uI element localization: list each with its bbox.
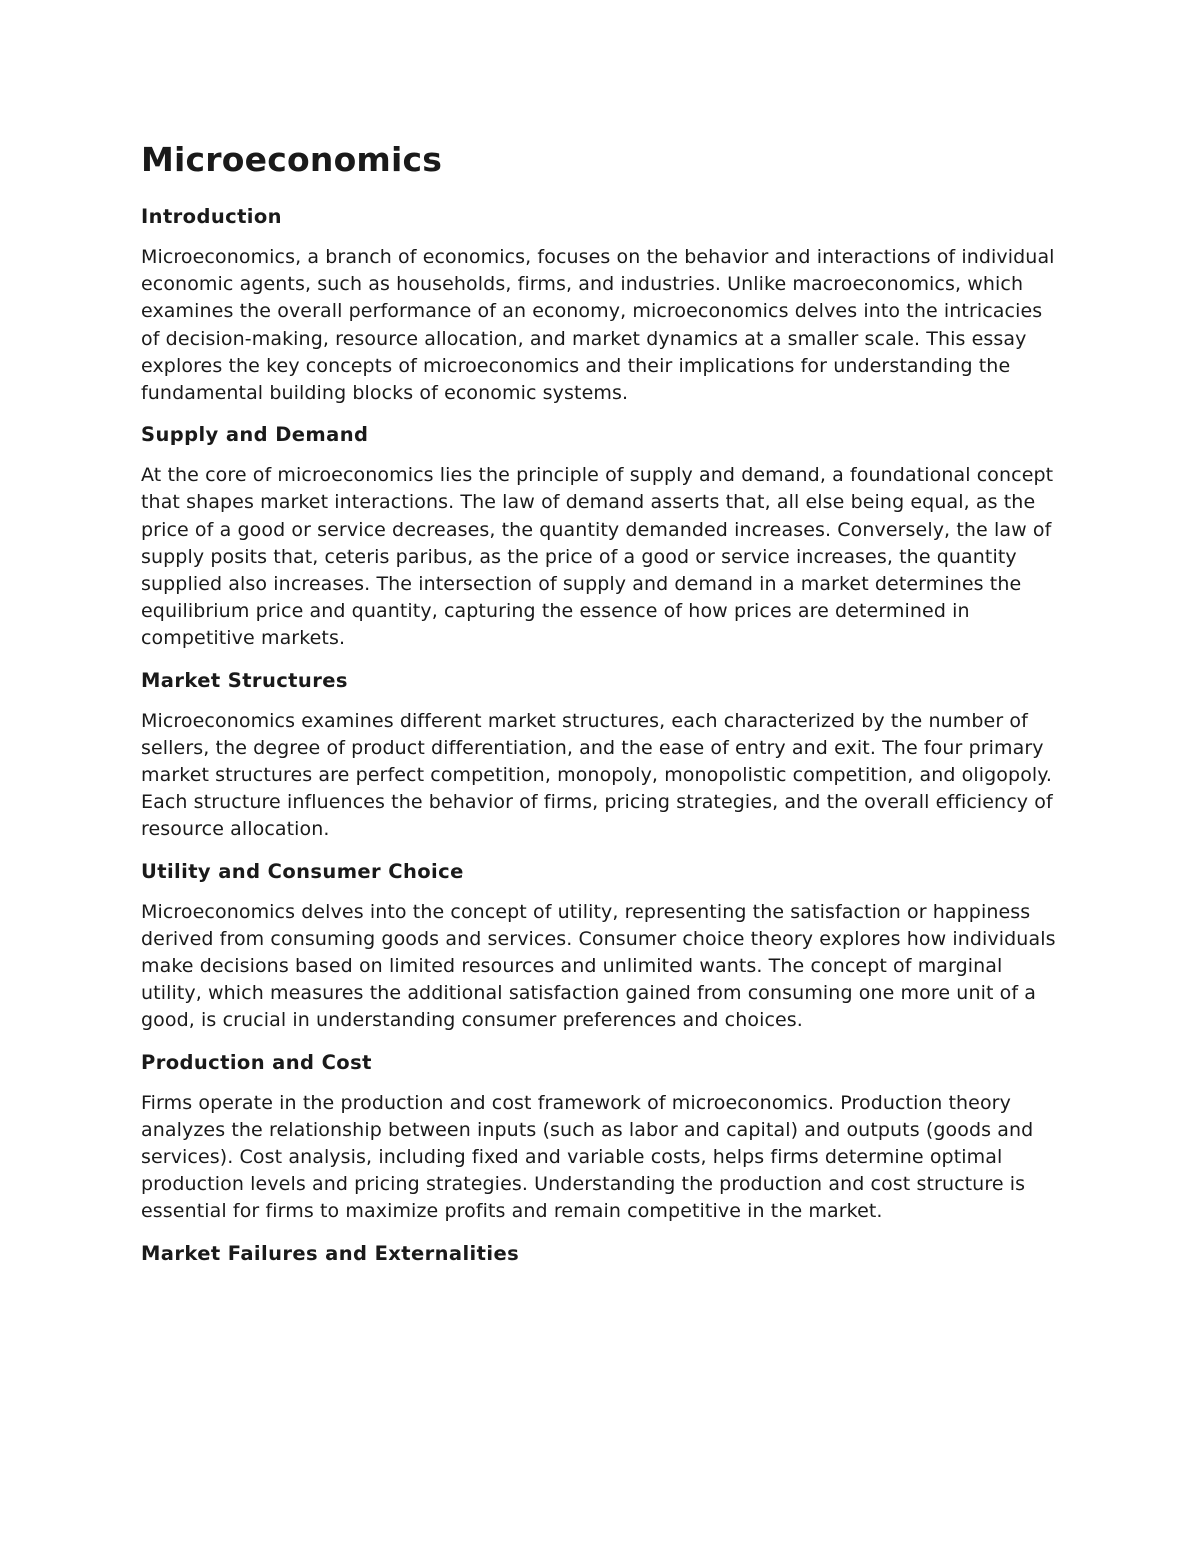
section-heading: Utility and Consumer Choice bbox=[141, 859, 464, 883]
section-heading: Market Failures and Externalities bbox=[141, 1241, 520, 1265]
section-heading: Production and Cost bbox=[141, 1050, 372, 1074]
document-page bbox=[141, 138, 1066, 1281]
section-paragraph: Microeconomics delves into the concept of utility, representing the satisfaction or happiness derived from consuming goods and services. Consumer choice theory explores how individuals make decisions based on limited resources and unlimited wants. The concept of marginal utility, which measures the additional satisfaction gained from consuming one more unit of a good, is crucial in understanding consumer preferences and choices. bbox=[141, 900, 1056, 1032]
section-heading: Introduction bbox=[141, 205, 282, 228]
section-heading: Market Structures bbox=[141, 668, 348, 692]
section-paragraph: At the core of microeconomics lies the principle of supply and demand, a foundational concept that shapes market interactions. The law of demand asserts that, all else being equal, as the price of a good or service decreases, the quantity demanded increases. Conversely, the law of supply posits that, ceteris paribus, as the price of a good or service increases, the quantity supplied also increases. The intersection of supply and demand in a market determines the equilibrium price and quantity, capturing the essence of how prices are determined in competitive markets. bbox=[141, 464, 1054, 650]
section-supply-and-demand bbox=[141, 422, 1066, 652]
section-market-structures bbox=[141, 668, 1066, 844]
section-paragraph: Firms operate in the production and cost framework of microeconomics. Production theory analyzes the relationship between inputs (such as labor and capital) and outputs (goods and services). Cost analysis, including fixed and variable costs, helps firms determine optimal production levels and pricing strategies. Understanding the production and cost structure is essential for firms to maximize profits and remain competitive in the market. bbox=[141, 1091, 1034, 1223]
section-production-and-cost bbox=[141, 1050, 1066, 1226]
section-paragraph: Microeconomics examines different market structures, each characterized by the number of sellers, the degree of product differentiation, and the ease of entry and exit. The four primary market structures are perfect competition, monopoly, monopolistic competition, and oligopoly. Each structure influences the behavior of firms, pricing strategies, and the overall efficiency of resource allocation. bbox=[141, 709, 1053, 841]
section-market-failures-and-externalities bbox=[141, 1241, 1066, 1267]
document-title: Microeconomics bbox=[141, 140, 443, 179]
section-heading: Supply and Demand bbox=[141, 423, 369, 447]
section-paragraph: Microeconomics, a branch of economics, focuses on the behavior and interactions of individual economic agents, such as households, firms, and industries. Unlike macroeconomics, which examines the overall performance of an economy, microeconomics delves into the intricacies of decision-making, resource allocation, and market dynamics at a smaller scale. This essay explores the key concepts of microeconomics and their implications for understanding the fundamental building blocks of economic systems. bbox=[141, 246, 1055, 405]
section-introduction bbox=[141, 204, 1066, 407]
section-utility-and-consumer-choice bbox=[141, 859, 1066, 1035]
